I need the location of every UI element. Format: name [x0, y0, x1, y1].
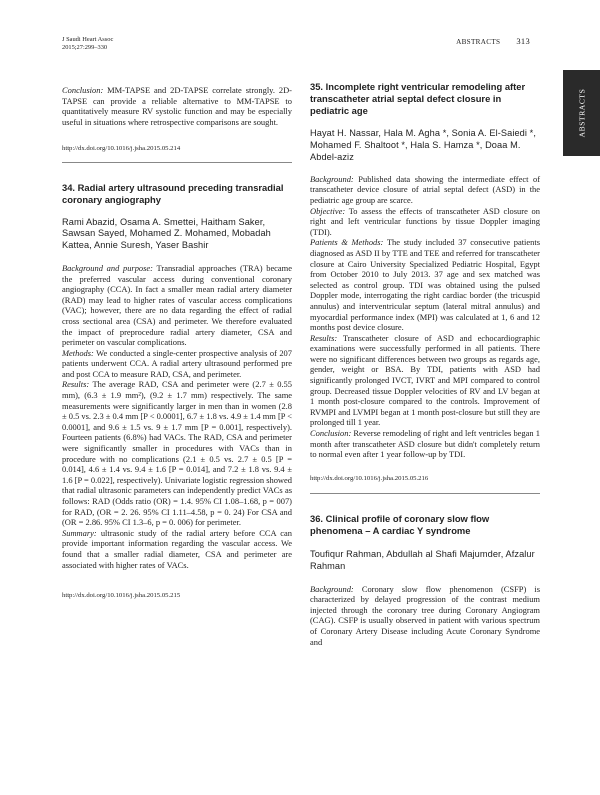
right-column	[310, 81, 540, 647]
results-label: Results:	[310, 332, 338, 343]
doi-link-215[interactable]: http://dx.doi.org/10.1016/j.jsha.2015.05.215	[62, 592, 181, 600]
doi-link-216[interactable]: http://dx.doi.org/10.1016/j.jsha.2015.05.216	[310, 474, 429, 482]
patients-methods-text: The study included 37 consecutive patients diagnosed as ASD II by TTE and TEE and referred for transcatheter closure at Cairo University Specialized Pediatric Hospital, Egypt from October 2010 to July 2013. 37 age and sex matched was selected as control group. TDI was obtained using the pulsed Doppler mode, interrogating the right cardiac border (the tricuspid annulus) and interventricular septum (lateral mitral annulus) and myocardial performance index (MPI) was calculated at 1, 6 and 12 months post device closure.	[310, 237, 540, 333]
side-tab-label: ABSTRACTS	[577, 88, 586, 138]
background-text: Coronary slow flow phenomenon (CSFP) is characterized by delayed progression of the contrast medium injected through the coronary tree during Coronary Angiogram (CAG). CSFP is usually observed in patient with various spectrum of Coronary Artery Disease including Acute Coronary Syndrome and	[310, 583, 540, 647]
summary-label: Summary:	[62, 527, 97, 538]
abstract-34-title: 34. Radial artery ultrasound preceding transradial coronary angiography	[62, 181, 284, 205]
abstract-35-objective	[310, 206, 540, 238]
abstract-35-background	[310, 174, 540, 206]
left-column	[62, 85, 292, 602]
abstract-35-title: 35. Incomplete right ventricular remodeling after transcatheter atrial septal defect closure in pediatric age	[310, 81, 526, 116]
volume-pages: 2015;27:299–330	[62, 44, 108, 51]
abstract-35-methods	[310, 237, 540, 332]
doi-link-214[interactable]: http://dx.doi.org/10.1016/j.jsha.2015.05.214	[62, 145, 181, 153]
abstract-36-background	[310, 584, 540, 648]
abstract-36-authors: Toufiqur Rahman, Abdullah al Shafi Majumder, Afzalur Rahman	[310, 549, 535, 571]
objective-label: Objective:	[310, 205, 346, 216]
abstract-34-background	[62, 263, 292, 348]
background-text: Transradial approaches (TRA) became the preferred vascular access during conventional coronary angiography (CCA). In fact a smaller mean radial artery diameter (RAD) may lead to higher rates of vascular access complications (VAC); however, there are no data regarding the effect of radial cross sectional area (CSA) and perimeter. We therefore evaluated the impact of preprocedure radial artery diameter, CSA and perimeter on vascular complications.	[62, 262, 292, 348]
results-label: Results:	[62, 379, 90, 390]
background-text: Published data showing the intermediate effect of transcatheter device closure of atrial septal defect (ASD) in the pediatric age group are scarce.	[310, 173, 540, 205]
section-side-tab	[563, 70, 600, 156]
objective-text: To assess the effects of transcatheter ASD closure on right and left ventricular functions by tissue Doppler imaging (TDI).	[310, 205, 540, 237]
results-text: The average RAD, CSA and perimeter were (2.7 ± 0.55 mm), (6.3 ± 1.9 mm²), (9.2 ± 1.7 mm) respectively. The same measurements were significantly larger in men than in women (2.8 ± 0.5 vs. 2.3 ± 0.4 mm [P < 0.0001], 6.7 ± 1.8 vs. 4.9 ± 1.4 mm [P < 0.0001], and 9.6 ± 1.5 vs. 9 ± 1.7 mm [P = 0.001], respectively). Fourteen patients (6.8%) had VACs. The RAD, CSA and perimeter were significantly smaller in procedures with VACs than in procedure with no complications (2.1 ± 0.5 vs. 2.7 ± 0.5 [P = 0.014], 4.6 ± 1.4 vs. 9.4 ± 1.6 [P = 0.014], and 7.2 ± 1.8 vs. 9.4 ± 1.6 [P = 0.022], respectively). Univariate logistic regression showed that radial ultrasonic parameters can independently predict VACs as follows: RAD (Odds ratio (OR) = 1.4. 95% CI 1.08–1.68, p = 007) for RAD, (OR = 2. 26. 95% CI 1.11–4.58, p = 0. 24) For CSA and (OR = 2.86. 95% CI 1.3–6, p = 0. 006) for perimeter.	[62, 379, 292, 528]
abstract-35-results	[310, 333, 540, 428]
background-label: Background:	[310, 583, 354, 594]
abstract-35-conclusion	[310, 428, 540, 460]
abstract-33-conclusion	[62, 85, 292, 127]
running-header-left	[62, 36, 113, 52]
abstract-35-authors: Hayat H. Nassar, Hala M. Agha *, Sonia A. El-Saiedi *, Mohamed F. Shaltoot *, Hala S. Hamza *, Doaa M. Abdel-aziz	[310, 128, 537, 162]
methods-text: We conducted a single-center prospective analysis of 207 patients underwent CCA. A radial artery ultrasound performed pre and post CCA to measure RAD, CSA, and perimeter.	[62, 347, 292, 379]
page-number: 313	[516, 36, 530, 46]
abstract-34-methods	[62, 348, 292, 380]
conclusion-label: Conclusion:	[62, 85, 104, 95]
patients-methods-label: Patients & Methods:	[310, 237, 384, 248]
running-header-right	[456, 36, 530, 46]
journal-name: J Saudi Heart Assoc	[62, 36, 114, 43]
background-label: Background:	[310, 173, 354, 184]
abstract-34-authors: Rami Abazid, Osama A. Smettei, Haitham Saker, Sawsan Sayed, Mohamed Z. Mohamed, Mobadah Kattea, Annie Suresh, Yaser Bashir	[62, 216, 271, 251]
abstract-34-results	[62, 379, 292, 527]
abstract-34-summary	[62, 528, 292, 570]
results-text: Transcatheter closure of ASD and echocardiographic examinations were successfully performed in all patients. There were no significant differences between two groups as regards age, gender, weight or BSA. By TDI, patients with ASD had significantly prolonged IVCT, IVRT and MPI compared to control group. Decreased tissue Doppler velocities of RV and LV began at 1 month post-closure compared to the controls. Improvement of RVMPI and LVMPI began at 1 month post-closure but still they are prolonged till 1 year.	[310, 332, 540, 428]
conclusion-label: Conclusion:	[310, 428, 352, 439]
abstract-36-title: 36. Clinical profile of coronary slow flow phenomena – A cardiac Y syndrome	[310, 513, 490, 537]
section-name: ABSTRACTS	[456, 38, 501, 46]
methods-label: Methods:	[62, 347, 94, 358]
conclusion-text: Reverse remodeling of right and left ventricles began 1 month after transcatheter ASD closure but didn't completely return to normal even after 1 year follow-up by TDI.	[310, 428, 540, 460]
summary-text: ultrasonic study of the radial artery before CCA can provide important information regarding the vascular access. We found that a smaller radial diameter, CSA and perimeter are associated with higher rates of VACs.	[62, 527, 292, 570]
background-label: Background and purpose:	[62, 262, 153, 273]
conclusion-text: MM-TAPSE and 2D-TAPSE correlate strongly. 2D-TAPSE can provide a reliable alternative to MM-TAPSE to quantitatively measure RV systolic function and may be especially useful in situations where retrospective comparisons are sought.	[62, 85, 292, 127]
